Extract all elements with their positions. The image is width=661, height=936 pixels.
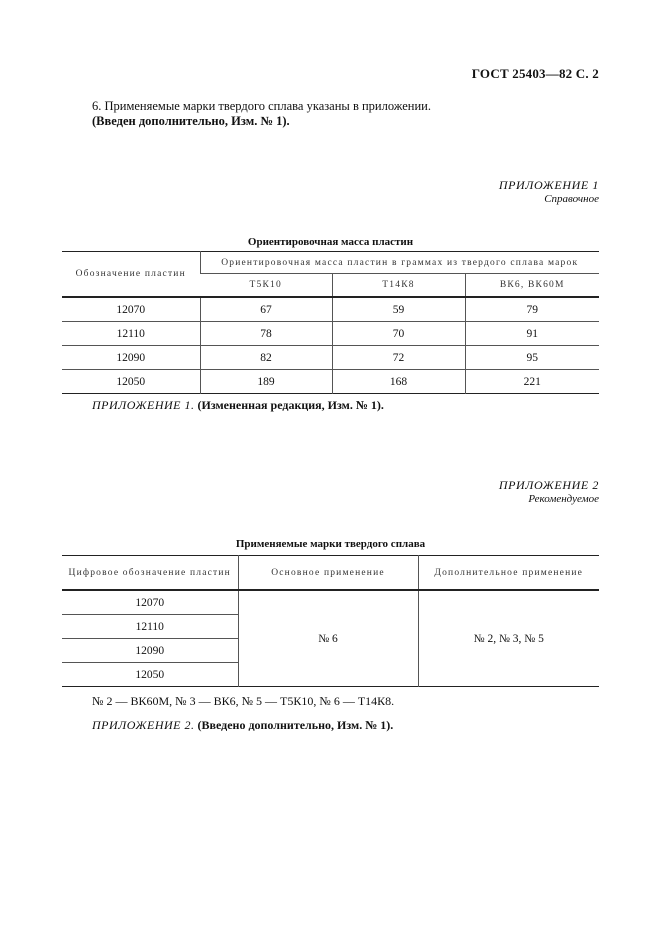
cell-extra-use: № 2, № 3, № 5 xyxy=(418,590,599,687)
table-row xyxy=(62,370,599,394)
cell-mass: 168 xyxy=(332,370,465,394)
header-mass-group: Ориентировочная масса пластин в граммах из твердого сплава марок xyxy=(200,252,599,274)
table-2-title: Применяемые марки твердого сплава xyxy=(235,538,426,550)
header-designation: Цифровое обозначение пластин xyxy=(62,556,238,591)
table-1-title: Ориентировочная масса пластин xyxy=(247,236,414,248)
appendix-1-status: Справочное xyxy=(544,193,599,205)
cell-designation: 12070 xyxy=(116,303,146,316)
clause-6-amendment: (Введен дополнительно, Изм. № 1). xyxy=(92,114,290,128)
appendix-2-heading xyxy=(499,478,599,506)
cell-mass: 59 xyxy=(332,297,465,322)
header-extra-use: Дополнительное применение xyxy=(418,556,599,591)
cell-designation: 12050 xyxy=(62,663,238,687)
header-designation: Обозначение пластин xyxy=(62,252,200,298)
cell-designation: 12050 xyxy=(62,370,200,394)
table-row xyxy=(62,322,599,346)
appendix-1-note-text: (Измененная редакция, Изм. № 1). xyxy=(197,398,384,412)
cell-mass: 82 xyxy=(200,346,332,370)
appendix-2-note xyxy=(92,718,393,733)
appendix-2-note-text: (Введено дополнительно, Изм. № 1). xyxy=(197,718,394,732)
plate-mass-table xyxy=(62,251,599,394)
appendix-1-note-label: ПРИЛОЖЕНИЕ 1. xyxy=(92,398,195,412)
cell-main-use: № 6 xyxy=(238,590,418,687)
running-header: ГОСТ 25403—82 С. 2 xyxy=(471,66,599,81)
cell-designation: 12070 xyxy=(135,596,165,609)
appendix-2-status: Рекомендуемое xyxy=(528,493,599,505)
cell-mass: 67 xyxy=(200,297,332,322)
cell-designation: 12110 xyxy=(62,615,238,639)
cell-mass: 91 xyxy=(465,322,599,346)
cell-mass: 72 xyxy=(332,346,465,370)
alloy-grades-table xyxy=(62,555,599,687)
cell-mass: 79 xyxy=(465,297,599,322)
clause-6-text: 6. Применяемые марки твердого сплава указаны в приложении. xyxy=(92,99,431,113)
cell-designation: 12110 xyxy=(62,322,200,346)
cell-mass: 221 xyxy=(465,370,599,394)
table-row xyxy=(62,590,599,615)
appendix-1-heading xyxy=(499,178,599,206)
cell-mass: 70 xyxy=(332,322,465,346)
cell-mass: 95 xyxy=(465,346,599,370)
appendix-2-note-label: ПРИЛОЖЕНИЕ 2. xyxy=(92,718,195,732)
cell-designation: 12090 xyxy=(62,346,200,370)
header-main-use: Основное применение xyxy=(238,556,418,591)
appendix-1-label: ПРИЛОЖЕНИЕ 1 xyxy=(498,178,599,192)
cell-mass: 189 xyxy=(200,370,332,394)
appendix-2-label: ПРИЛОЖЕНИЕ 2 xyxy=(498,478,599,492)
table-row xyxy=(62,346,599,370)
table-row xyxy=(62,297,599,322)
header-grade: Т14К8 xyxy=(332,274,465,298)
cell-designation: 12090 xyxy=(62,639,238,663)
header-grade: ВК6, ВК60М xyxy=(465,274,599,298)
cell-mass: 78 xyxy=(200,322,332,346)
grade-legend: № 2 — ВК60М, № 3 — ВК6, № 5 — Т5К10, № 6 — Т14К8. xyxy=(92,694,395,708)
appendix-1-note xyxy=(92,398,384,413)
header-grade: Т5К10 xyxy=(200,274,332,298)
